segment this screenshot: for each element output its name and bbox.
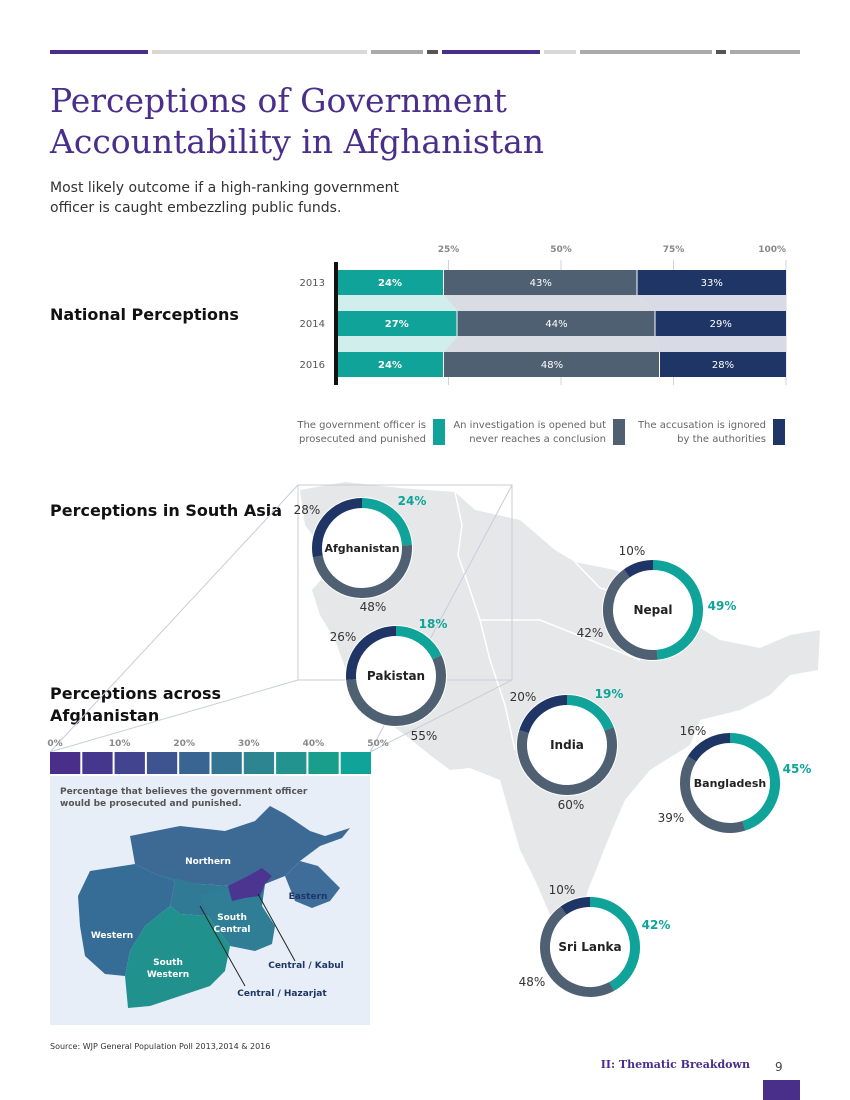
bar-value-label: 48% <box>540 360 564 371</box>
region-label: South <box>217 913 247 923</box>
legend-line: never reaches a conclusion <box>469 434 606 445</box>
scale-label: 50% <box>367 739 389 749</box>
bar-value-label: 44% <box>545 319 568 330</box>
bar-value-label: 28% <box>711 360 735 371</box>
scale-label: 20% <box>173 739 195 749</box>
donut-value-label: 42% <box>576 626 604 640</box>
region-label: Central / Hazarjat <box>237 989 327 999</box>
scale-cell <box>341 752 371 774</box>
donut-country-label: Sri Lanka <box>558 940 622 954</box>
donut-value-label: 16% <box>679 724 707 738</box>
rule-seg <box>427 50 438 54</box>
rule-seg <box>371 50 423 54</box>
donut-country-label: Bangladesh <box>693 777 767 790</box>
donut-value-label: 19% <box>594 687 624 701</box>
donut-value-label: 49% <box>707 599 737 613</box>
scale-cell <box>147 752 177 774</box>
donut-value-label: 48% <box>359 600 387 614</box>
donut-value-label: 28% <box>293 503 321 517</box>
scale-cell <box>50 752 80 774</box>
section-heading-line: Afghanistan <box>50 706 160 725</box>
page-title <box>50 80 544 162</box>
scale-label: 30% <box>238 739 260 749</box>
region-label: Eastern <box>288 892 328 902</box>
bar-value-label: 29% <box>709 319 732 330</box>
axis-tick-label: 25% <box>437 245 460 255</box>
bar-axis <box>334 262 338 385</box>
page-number: 9 <box>775 1060 783 1074</box>
donut-value-label: 60% <box>557 798 585 812</box>
category-label: 2014 <box>299 319 325 330</box>
scale-cell <box>276 752 306 774</box>
donut-value-label: 10% <box>618 544 646 558</box>
section-heading-national: National Perceptions <box>50 305 239 324</box>
category-label: 2013 <box>299 278 325 289</box>
legend-swatch-ignored <box>773 419 785 445</box>
description-line: would be prosecuted and punished. <box>60 799 242 809</box>
bar-value-label: 33% <box>700 278 723 289</box>
legend-text-prosecuted <box>280 419 426 447</box>
bar-connector-band <box>336 336 458 352</box>
subtitle-line: officer is caught embezzling public funds. <box>50 200 342 216</box>
donut-country-label: Afghanistan <box>324 542 400 555</box>
axis-tick-label: 100% <box>758 245 786 255</box>
rule-seg <box>544 50 576 54</box>
legend-line: prosecuted and punished <box>299 434 426 445</box>
scale-cell <box>115 752 145 774</box>
scale-label: 0% <box>47 739 63 749</box>
region-label: South <box>153 958 183 968</box>
bar-value-label: 24% <box>378 360 402 371</box>
source-note: Source: WJP General Population Poll 2013,2014 & 2016 <box>50 1042 271 1051</box>
bar-value-label: 27% <box>384 319 409 330</box>
donut-value-label: 24% <box>397 494 427 508</box>
donut-value-label: 42% <box>641 918 671 932</box>
scale-cell <box>308 752 338 774</box>
donut-value-label: 39% <box>657 811 685 825</box>
axis-tick-label: 75% <box>662 245 685 255</box>
subtitle <box>50 178 430 218</box>
donut-value-label: 48% <box>518 975 546 989</box>
legend-text-investigation <box>440 419 606 447</box>
donut-sri-lanka <box>519 883 671 998</box>
scale-cell <box>212 752 242 774</box>
page-tab <box>763 1080 800 1100</box>
scale-cell <box>179 752 209 774</box>
donut-value-label: 10% <box>548 883 576 897</box>
description-line: Percentage that believes the government officer <box>60 787 308 797</box>
rule-seg <box>442 50 540 54</box>
donut-value-label: 20% <box>509 690 537 704</box>
donut-country-label: India <box>550 738 584 752</box>
bar-value-label: 24% <box>378 278 402 289</box>
region-label: Central / Kabul <box>268 961 344 971</box>
rule-seg <box>580 50 712 54</box>
donut-value-label: 55% <box>410 729 438 743</box>
legend-text-ignored <box>620 419 766 447</box>
axis-tick-label: 50% <box>550 245 572 255</box>
legend-line: by the authorities <box>677 434 766 445</box>
title-line: Perceptions of Government <box>50 81 507 120</box>
rule-seg <box>50 50 148 54</box>
bar-connector-band <box>638 295 787 311</box>
donut-value-label: 45% <box>782 762 812 776</box>
rule-seg <box>716 50 726 54</box>
bar-connector-band <box>336 295 458 311</box>
section-heading-south-asia: Perceptions in South Asia <box>50 501 283 520</box>
region-label: Western <box>146 970 190 980</box>
title-line: Accountability in Afghanistan <box>50 122 545 161</box>
footer-section-title: II: Thematic Breakdown <box>600 1058 750 1071</box>
donut-country-label: Nepal <box>633 603 673 617</box>
donut-country-label: Pakistan <box>366 669 426 683</box>
bar-connector-band <box>444 295 656 311</box>
section-heading-line: Perceptions across <box>50 684 222 703</box>
region-label: Central <box>213 925 251 935</box>
donut-value-label: 18% <box>418 617 448 631</box>
donut-value-label: 26% <box>329 630 357 644</box>
scale-cell <box>82 752 112 774</box>
scale-label: 10% <box>108 739 131 749</box>
bar-connector-band <box>656 336 787 352</box>
legend-line: An investigation is opened but <box>453 420 606 431</box>
bar-value-label: 43% <box>529 278 552 289</box>
bar-connector-band <box>444 336 660 352</box>
subtitle-line: Most likely outcome if a high-ranking government <box>50 180 400 196</box>
scale-cell <box>244 752 274 774</box>
legend-line: The government officer is <box>297 420 426 431</box>
region-label: Northern <box>185 857 231 867</box>
category-label: 2016 <box>299 360 325 371</box>
scale-label: 40% <box>302 739 325 749</box>
legend-line: The accusation is ignored <box>637 420 766 431</box>
rule-seg <box>152 50 367 54</box>
color-scale <box>45 735 389 777</box>
afghanistan-map <box>50 776 370 1025</box>
region-label: Western <box>90 931 134 941</box>
rule-seg <box>730 50 800 54</box>
